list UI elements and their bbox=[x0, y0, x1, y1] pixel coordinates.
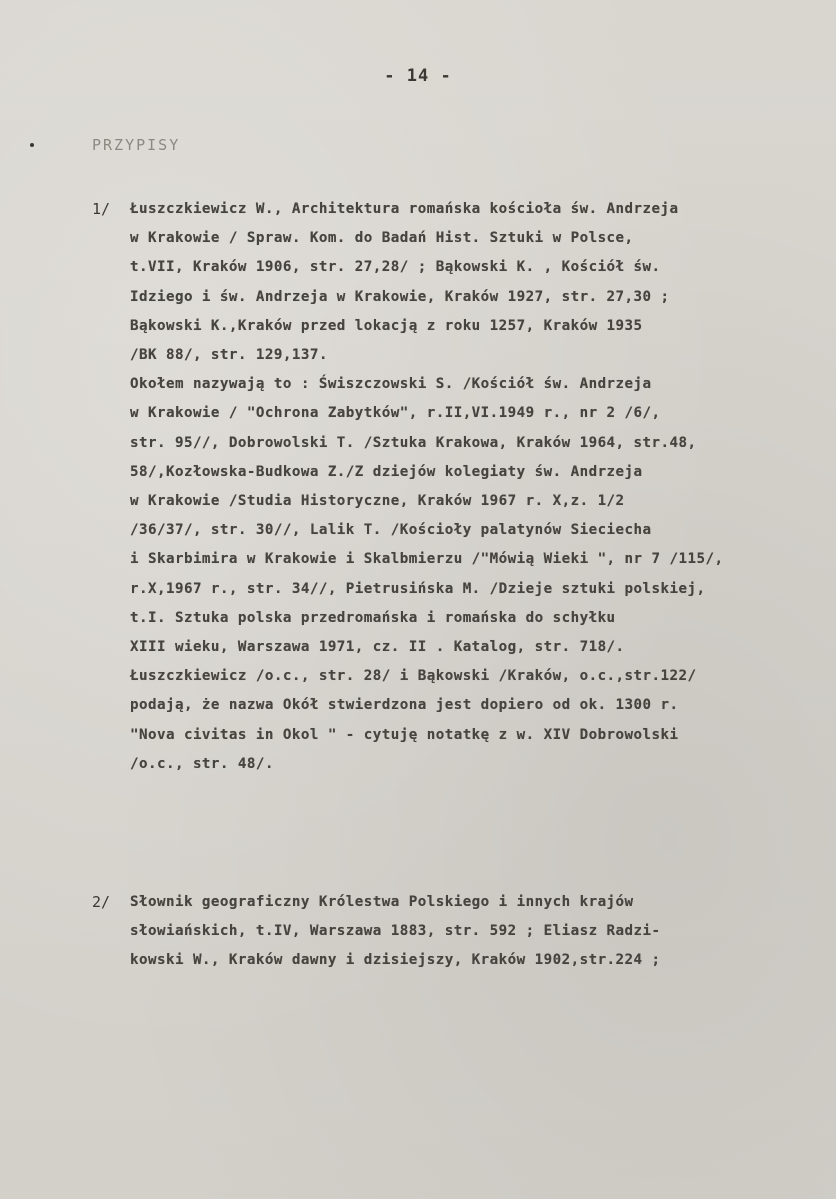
footnote-number: 1/ bbox=[92, 200, 111, 218]
text-line: t.I. Sztuka polska przedromańska i romańska do schyłku bbox=[130, 609, 616, 626]
text-line: podają, że nazwa Okół stwierdzona jest dopiero od ok. 1300 r. bbox=[130, 697, 679, 714]
text-line: Okołem nazywają to : Świszczowski S. /Kościół św. Andrzeja bbox=[130, 376, 652, 393]
text-line: XIII wieku, Warszawa 1971, cz. II . Katalog, str. 718/. bbox=[130, 639, 625, 656]
text-line: t.VII, Kraków 1906, str. 27,28/ ; Bąkowski K. , Kościół św. bbox=[130, 259, 661, 276]
text-line: w Krakowie / Spraw. Kom. do Badań Hist. Sztuki w Polsce, bbox=[130, 230, 634, 247]
footnote-text bbox=[130, 888, 820, 976]
text-line: w Krakowie /Studia Historyczne, Kraków 1967 r. X,z. 1/2 bbox=[130, 493, 625, 510]
text-line: Słownik geograficzny Królestwa Polskiego i innych krajów bbox=[130, 894, 634, 910]
text-line: i Skarbimira w Krakowie i Skalbmierzu /"Mówią Wieki ", nr 7 /115/, bbox=[130, 551, 724, 568]
section-heading: PRZYPISY bbox=[92, 136, 181, 154]
text-line: /o.c., str. 48/. bbox=[130, 755, 274, 772]
text-line: Bąkowski K.,Kraków przed lokacją z roku 1257, Kraków 1935 bbox=[130, 317, 643, 334]
text-line: 58/,Kozłowska-Budkowa Z./Z dziejów kolegiaty św. Andrzeja bbox=[130, 463, 643, 480]
text-line: Łuszczkiewicz /o.c., str. 28/ i Bąkowski /Kraków, o.c.,str.122/ bbox=[130, 668, 697, 685]
margin-dot bbox=[30, 143, 34, 147]
text-line: Łuszczkiewicz W., Architektura romańska kościoła św. Andrzeja bbox=[130, 201, 679, 217]
text-line: w Krakowie / "Ochrona Zabytków", r.II,VI.1949 r., nr 2 /6/, bbox=[130, 405, 661, 422]
text-line: kowski W., Kraków dawny i dzisiejszy, Kraków 1902,str.224 ; bbox=[130, 952, 661, 969]
text-line: słowiańskich, t.IV, Warszawa 1883, str. 592 ; Eliasz Radzi- bbox=[130, 923, 661, 940]
text-line: str. 95//, Dobrowolski T. /Sztuka Krakowa, Kraków 1964, str.48, bbox=[130, 434, 697, 451]
text-line: /BK 88/, str. 129,137. bbox=[130, 347, 328, 364]
text-line: "Nova civitas in Okol " - cytuję notatkę z w. XIV Dobrowolski bbox=[130, 726, 679, 743]
page-number: - 14 - bbox=[384, 66, 452, 86]
footnote-number: 2/ bbox=[92, 893, 111, 911]
text-line: /36/37/, str. 30//, Lalik T. /Kościoły palatynów Sieciecha bbox=[130, 522, 652, 539]
footnote-text bbox=[130, 195, 820, 779]
text-line: r.X,1967 r., str. 34//, Pietrusińska M. /Dzieje sztuki polskiej, bbox=[130, 580, 706, 597]
text-line: Idziego i św. Andrzeja w Krakowie, Kraków 1927, str. 27,30 ; bbox=[130, 288, 670, 305]
